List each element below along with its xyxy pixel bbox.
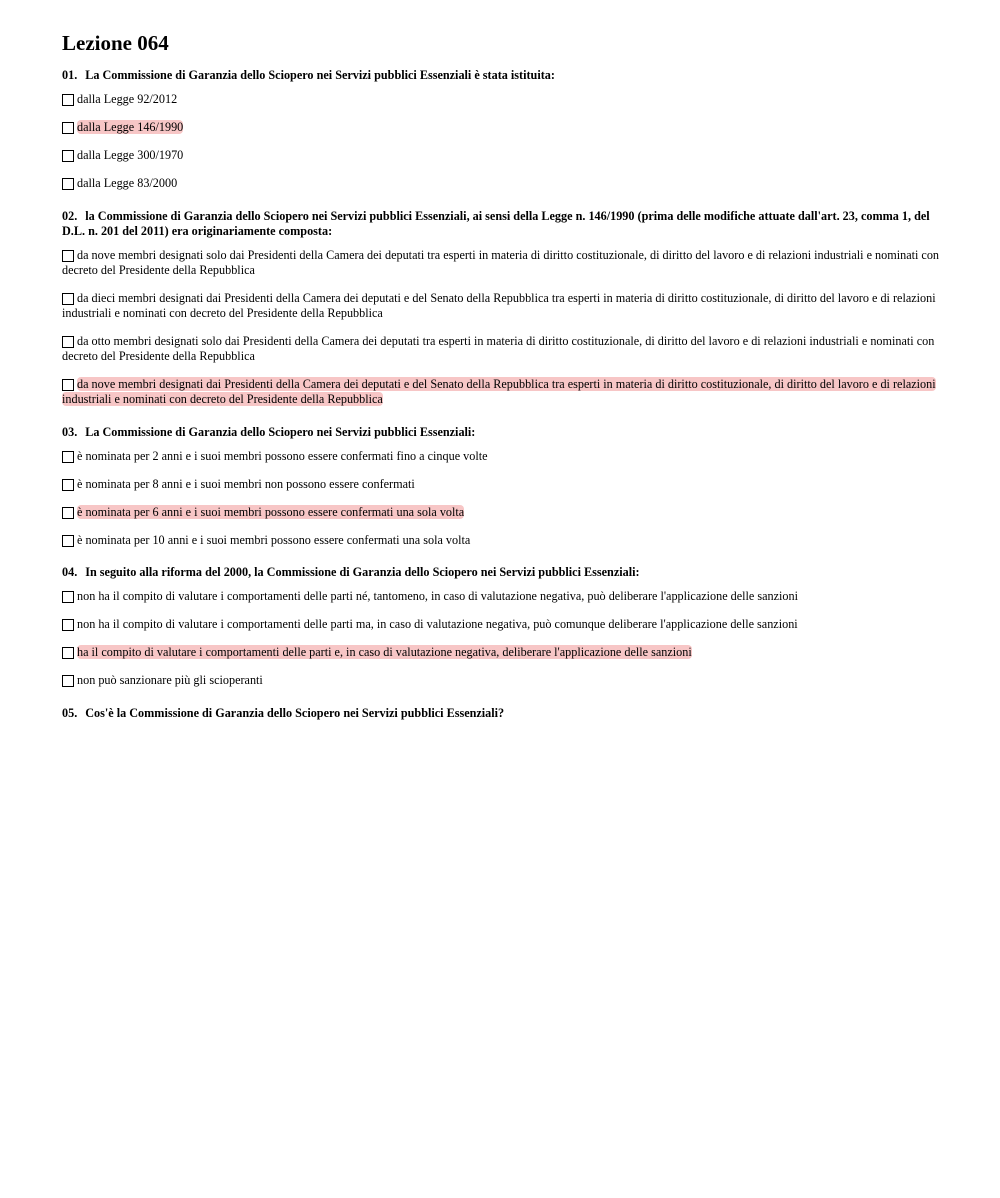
question-number: 04. <box>62 565 78 579</box>
question-03 <box>62 425 940 549</box>
answer-option[interactable] <box>62 477 940 493</box>
question-text <box>62 565 940 580</box>
checkbox[interactable] <box>62 619 74 631</box>
checkbox[interactable] <box>62 535 74 547</box>
question-text <box>62 209 940 239</box>
checkbox[interactable] <box>62 591 74 603</box>
question-05 <box>62 706 940 721</box>
answer-text: da otto membri designati solo dai Presidenti della Camera dei deputati tra esperti in materia di diritto costituzionale, di diritto del lavoro e di relazioni industriali e nominati con decreto del Presidente della Repubblica <box>62 333 935 363</box>
checkbox[interactable] <box>62 250 74 262</box>
answer-text: è nominata per 8 anni e i suoi membri non possono essere confermati <box>77 476 415 491</box>
checkbox[interactable] <box>62 379 74 391</box>
answer-option[interactable] <box>62 533 940 549</box>
question-number: 05. <box>62 705 78 720</box>
question-01 <box>62 68 940 192</box>
checkbox[interactable] <box>62 150 74 162</box>
answer-option[interactable] <box>62 617 940 633</box>
answer-option[interactable] <box>62 673 940 689</box>
question-number: 03. <box>62 424 78 439</box>
question-04 <box>62 565 940 689</box>
answer-text: dalla Legge 146/1990 <box>77 120 184 134</box>
answer-option-correct[interactable] <box>62 120 940 136</box>
answer-text: è nominata per 2 anni e i suoi membri possono essere confermati fino a cinque volte <box>77 448 488 463</box>
quiz-page <box>62 30 940 738</box>
answer-option-correct[interactable] <box>62 377 940 408</box>
checkbox[interactable] <box>62 178 74 190</box>
answer-option[interactable] <box>62 334 940 365</box>
answer-text: da dieci membri designati dai Presidenti della Camera dei deputati e del Senato della Repubblica tra esperti in materia di diritto costituzionale, di diritto del lavoro e di relazioni industriali e nominati con decreto del Presidente della Repubblica <box>62 290 936 320</box>
checkbox[interactable] <box>62 479 74 491</box>
question-text <box>62 706 940 721</box>
question-number: 01. <box>62 68 78 82</box>
answer-option[interactable] <box>62 589 940 605</box>
answer-option[interactable] <box>62 291 940 322</box>
question-number: 02. <box>62 208 78 223</box>
question-label: la Commissione di Garanzia dello Sciopero nei Servizi pubblici Essenziali, ai sensi della Legge n. 146/1990 (prima delle modifiche attuate dall'art. 23, comma 1, del D.L. n. 201 del 2011) era originariamente composta: <box>62 208 930 238</box>
lesson-title: Lezione 064 <box>62 31 169 55</box>
answer-option[interactable] <box>62 148 940 164</box>
answer-option-correct[interactable] <box>62 645 940 661</box>
question-label: La Commissione di Garanzia dello Sciopero nei Servizi pubblici Essenziali: <box>85 424 476 439</box>
answer-text: dalla Legge 92/2012 <box>77 92 178 106</box>
checkbox[interactable] <box>62 336 74 348</box>
answer-option[interactable] <box>62 92 940 108</box>
checkbox[interactable] <box>62 451 74 463</box>
answer-text: ha il compito di valutare i comportamenti delle parti e, in caso di valutazione negativa, deliberare l'applicazione delle sanzioni <box>77 645 692 659</box>
checkbox[interactable] <box>62 122 74 134</box>
answer-text: è nominata per 6 anni e i suoi membri possono essere confermati una sola volta <box>77 504 465 519</box>
question-02 <box>62 209 940 408</box>
answer-option[interactable] <box>62 449 940 465</box>
question-label: La Commissione di Garanzia dello Sciopero nei Servizi pubblici Essenziali è stata istituita: <box>85 68 555 82</box>
checkbox[interactable] <box>62 647 74 659</box>
answer-option[interactable] <box>62 176 940 192</box>
question-label: Cos'è la Commissione di Garanzia dello Sciopero nei Servizi pubblici Essenziali? <box>85 705 505 720</box>
answer-text: è nominata per 10 anni e i suoi membri possono essere confermati una sola volta <box>77 532 471 547</box>
question-text <box>62 425 940 440</box>
answer-option-correct[interactable] <box>62 505 940 521</box>
answer-text: non ha il compito di valutare i comportamenti delle parti ma, in caso di valutazione negativa, può comunque deliberare l'applicazione delle sanzioni <box>77 617 798 631</box>
answer-text: da nove membri designati dai Presidenti della Camera dei deputati e del Senato della Repubblica tra esperti in materia di diritto costituzionale, di diritto del lavoro e di relazioni industriali e nominati con decreto del Presidente della Repubblica <box>62 376 936 406</box>
answer-text: non ha il compito di valutare i comportamenti delle parti né, tantomeno, in caso di valutazione negativa, può deliberare l'applicazione delle sanzioni <box>77 589 799 603</box>
answer-option[interactable] <box>62 248 940 279</box>
checkbox[interactable] <box>62 507 74 519</box>
answer-text: dalla Legge 300/1970 <box>77 148 184 162</box>
question-label: In seguito alla riforma del 2000, la Commissione di Garanzia dello Sciopero nei Servizi pubblici Essenziali: <box>85 565 640 579</box>
answer-text: non può sanzionare più gli scioperanti <box>77 673 263 687</box>
checkbox[interactable] <box>62 293 74 305</box>
answer-text: dalla Legge 83/2000 <box>77 176 178 190</box>
checkbox[interactable] <box>62 675 74 687</box>
question-text <box>62 68 940 83</box>
checkbox[interactable] <box>62 94 74 106</box>
answer-text: da nove membri designati solo dai Presidenti della Camera dei deputati tra esperti in materia di diritto costituzionale, di diritto del lavoro e di relazioni industriali e nominati con decreto del Presidente della Repubblica <box>62 247 940 277</box>
